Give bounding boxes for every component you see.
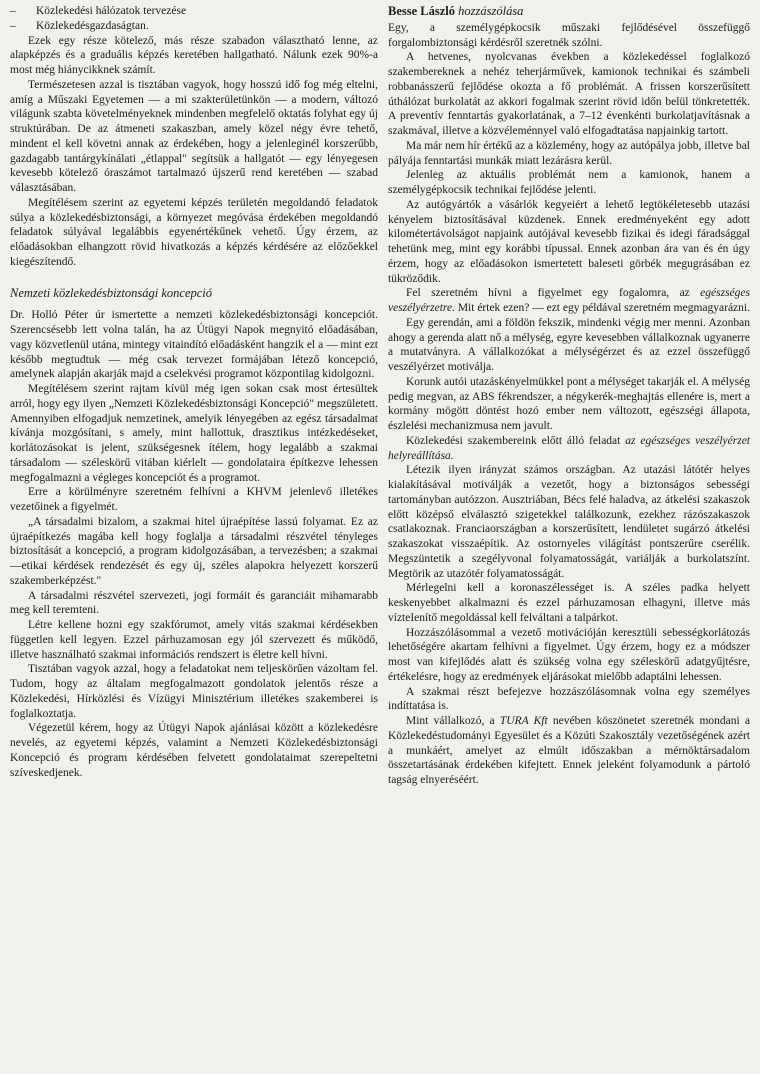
dash-mark: – — [10, 5, 16, 17]
paragraph: Természetesen azzal is tisztában vagyok, hogy hosszú idő fog még eltelni, amíg a Műszaki Egyetemen — a mi szakterületünkön — a modern, változó világunk szabta követelményeknek mindenben megfelelő oktatás folyhat egy új struktúrában. De az átmeneti szakaszban, amely közel négy évre tehető, mindent el kell követni annak az érdekében, hogy a jelenleginél korszerűbb, gazdagabb tantárgykínálati „étlappal" segítsük a hallgatót — egy lényegesen kevesebb kötelező óraszámot tartalmazó újszerű rend keretében — szabad választásában. — [10, 78, 378, 194]
section-heading: Nemzeti közlekedésbiztonsági koncepció — [10, 285, 213, 300]
bullet-text: Közlekedési hálózatok tervezése — [36, 5, 187, 17]
bullet-text: Közlekedésgazdaságtan. — [36, 19, 149, 32]
text-run: Mit értek ezen? — ezt egy példával szeretném megmagyarázni. — [457, 302, 750, 314]
paragraph: A társadalmi részvétel szervezeti, jogi formáit és garanciáit mihamarabb meg kell teremteni. — [10, 589, 378, 617]
paragraph: Dr. Holló Péter úr ismertette a nemzeti közlekedésbiztonsági koncepciót. Szerencsésebb lett volna talán, ha az Útügyi Napok megnyitó előadásában, vagy közvetlenül utána, mintegy vitaindító előadásként hangzik el a — mint ezt később megtudtuk — még csak tervezet formájában létező koncepció, amelynek alapján akarják majd a cselekvési programot központilag kidolgozni. — [10, 309, 378, 381]
paragraph — [388, 434, 750, 464]
emphasis: egészséges veszélyérzetre. — [388, 287, 750, 314]
right-column — [388, 4, 750, 788]
paragraph: Ma már nem hír értékű az a közlemény, hogy az autópálya jobb, illetve bal pályája fenntartási munkák miatt lezárásra kerül. — [388, 139, 750, 167]
paragraph: Hozzászólásommal a vezető motivációján keresztüli sebességkorlátozás lehetőségére akartam felhívni a figyelmet. Úgy érzem, hogy ez a módszer most van kifejlődés alatt és szükség volna egy széleskörű adatgyűjtésre, értékelésre, hogy az eredmények eljárásokat mielőbb adaptálni lehessen. — [388, 626, 750, 683]
paragraph: Korunk autói utazáskényelmükkel pont a mélységet takarják el. A mélység pedig megvan, az ABS fékrendszer, a négykerék-meghajtás ellenére is, mert a kormány mögött döntést hozó ember nem változott, egészségi állapota, észlelési mechanizmusa nem javult. — [388, 375, 750, 432]
paragraph: Egy, a személygépkocsik műszaki fejlődésével összefüggő forgalombiztonsági kérdésről szeretnék szólni. — [388, 21, 750, 49]
paragraph: Jelenleg az aktuális problémát nem a kamionok, hanem a személygépkocsik technikai fejlődése jelenti. — [388, 169, 750, 196]
quote-paragraph: „A társadalmi bizalom, a szakmai hitel újraépítése lassú folyamat. Ez az újraépítkezés magába kell hogy foglalja a társadalmi részvétel tényleges biztosítását a koncepció, a program kidolgozásában, a tervezésben; a szakmai—etikai kérdések rendezését és egy új, széles alapokra helyezett korszerű szakemberképzést." — [10, 515, 378, 587]
bullet-item — [10, 19, 378, 34]
paragraph: A hetvenes, nyolcvanas években a közlekedéssel foglalkozó szakembereknek a nehéz teherjárművek, kamionok technikai és számbeli robbanásszerű fejlődése okozta a fő problémát. A frissen korszerűsített úthálózat burkolatát az akkori fogalmak szerint rövid időn belül tönkretették. A preventív fenntartás gyakorlatának, a 7–12 évenkénti burkolatjavításnak a szakmával, illetve a közvéleménnyel való elfogadtatása napjainkig tartott. — [388, 51, 750, 137]
paragraph: Erre a körülményre szeretném felhívni a KHVM jelenlevő illetékes vezetőinek a figyelmét. — [10, 486, 378, 513]
paragraph: Létezik ilyen irányzat számos országban. Az utazási látótér helyes kialakításával motiválják a vezetőt, hogy a biztonságos sebességi tartományban autózzon. Ausztriában, Bécs felé haladva, az átkelési szakaszok előtt középső elválasztó szigetekkel találkozunk, ezekhez rázószakaszok csatlakoznak. Franciaországban a korszerűsített, lendületet sugárzó átkelési szakaszokat visszaépítik. Az ostornyeles világítást pontszerűre cserélik. Megszüntetik a szegélyvonal folyamatosságát, variálják a burkolatszínt. Megtörik az utazótér folyamatosságát. — [388, 464, 750, 580]
paragraph — [388, 286, 750, 316]
paragraph: Létre kellene hozni egy szakfórumot, amely vitás szakmai kérdésekben független kell legyen. Ezzel párhuzamosan egy jól szervezett és működő, illetve használható szakmai információs rendszert is életre kell hívni. — [10, 619, 378, 661]
text-run: Mint vállalkozó, a — [406, 715, 495, 727]
left-column — [10, 4, 378, 780]
paragraph: Tisztában vagyok azzal, hogy a feladatokat nem teljeskörűen vázoltam fel. Tudom, hogy az általam megfogalmazott gondolatok jelentős része a Közlekedési, Hírközlési és Vízügyi Minisztérium illetékes szakemberei is foglalkoztatja. — [10, 663, 378, 720]
paragraph: Mérlegelni kell a koronaszélességet is. A széles padka helyett keskenyebbet alkalmazni és ezzel párhuzamosan elhagyni, illetve más vízteIenítő megoldással kell felváltani a talpárkot. — [388, 582, 750, 624]
dash-mark: – — [10, 19, 16, 32]
paragraph — [388, 714, 750, 788]
text-run: Közlekedési szakembereink előtt álló feladat — [406, 434, 621, 447]
bullet-item — [10, 4, 378, 19]
paragraph: Egy gerendán, ami a földön fekszik, mindenki végig mer menni. Azonban ahogy a gerenda alatt nő a mélység, egyre kevesebben vállalkoznak ugyanerre a mutatványra. A vállalkozókat a mélységérzet és az ezzel összefüggő veszélyérzet motiválja. — [388, 316, 750, 373]
paragraph: Az autógyártók a vásárlók kegyeiért a lehető legtökéletesebb utazási kényelem biztosításával küzdenek. Ennek eredményeként egy adott kilométertávolságot napjaink autójával kevesebb fizikai és idegi fáradsággal tehetünk meg, mint egy korábbi típussal. Ennek azonban ára van és én úgy érzem, hogy az előadásokon ismertetett baleseti görbék megugrásában ez tükröződik. — [388, 198, 750, 285]
contribution-heading — [388, 4, 750, 19]
paragraph: Megítélésem szerint az egyetemi képzés területén megoldandó feladatok súlya a közlekedésbiztonsági, a környezet megóvása érdekében megoldandó feladatok súlyával legalábbis egyenértékűnek vehető. Úgy érzem, az előadásokban elhangzott rövid hivatkozás a képzés kérdésére az előzőekkel kiegészítendő. — [10, 196, 378, 268]
paragraph: A szakmai részt befejezve hozzászólásomnak volna egy személyes indíttatása is. — [388, 685, 750, 713]
author-suffix: hozzászólása — [458, 4, 524, 18]
company-name: TURA Kft — [499, 715, 548, 727]
text-run: nevében köszönetet szeretnék mondani a Közlekedéstudományi Egyesület és a Közúti Szakosztály vezetőségének azért a munkáért, amelyet az elmúlt időszakban a mérnöktársadalom összetartásának érdekében kifejtett. Ennek jeleként folyamodunk a pártoló tagság elnyeréséért. — [388, 715, 751, 786]
paragraph: Megítélésem szerint rajtam kívül még igen sokan csak most értesültek arról, hogy egy ilyen „Nemzeti Közlekedésbiztonsági Koncepció" megszületett. Amennyiben elfogadjuk nemzetinek, amelyik lényegében az egész társadalmat kívánja mozgósítani, s amely, mint hallottuk, drasztikus intézkedéseket, korlátozásokat is jelent, szükségesnek ítélem, hogy legalább a szakmai társadalom — széleskörű vitában kiérlelt — gondolataira építkezve lehessen megfogalmazni a végleges koncepciót és a programot. — [10, 383, 378, 484]
text-run: Fel szeretném hívni a figyelmet egy fogalomra, az — [406, 287, 690, 300]
paragraph: Ezek egy része kötelező, más része szabadon választható lenne, az alapképzés és a graduális képzés keretében hallgatható. Nálunk ezek 90%-a most még hiánycikknek számít. — [10, 34, 378, 76]
emphasis: az egészséges veszélyérzet helyreállítása. — [388, 434, 750, 462]
author-name: Besse László — [388, 4, 456, 18]
paragraph: Végezetül kérem, hogy az Útügyi Napok ajánlásai között a közlekedésre nevelés, az egyetemi képzés, valamint a Nemzeti Közlekedésbiztonsági Koncepció és program kérdésében felvetett gondolataimat szerepeltetni szíveskedjenek. — [10, 722, 378, 779]
